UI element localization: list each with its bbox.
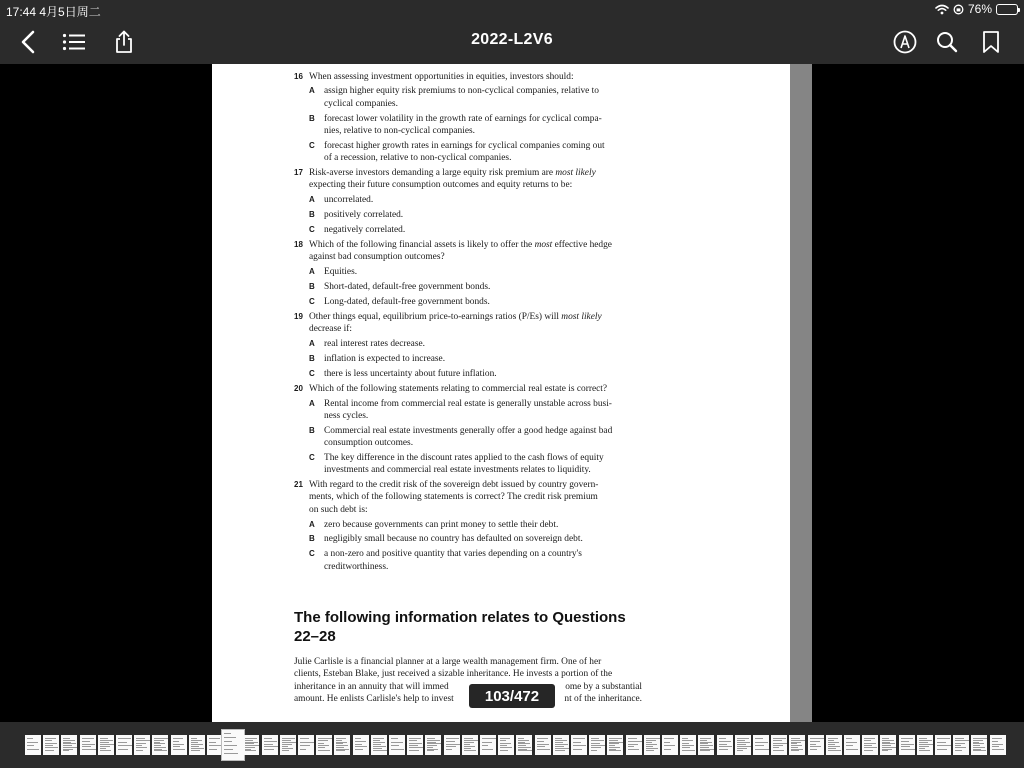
page-thumbnail[interactable] bbox=[808, 735, 824, 755]
question-stem-line: decrease if: bbox=[309, 324, 352, 335]
page-thumbnail[interactable] bbox=[207, 735, 223, 755]
question-16 bbox=[294, 71, 646, 83]
page-thumbnail[interactable] bbox=[134, 735, 150, 755]
page-thumbnail[interactable] bbox=[735, 735, 751, 755]
document-title: 2022-L2V6 bbox=[471, 31, 553, 48]
page-thumbnail[interactable] bbox=[698, 735, 714, 755]
page-indicator: 103/472 bbox=[469, 684, 555, 708]
question-stem-line: against bad consumption outcomes? bbox=[309, 252, 445, 263]
question-stem-line: ments, which of the following statements is correct? The credit risk premium bbox=[309, 492, 598, 503]
page-thumbnail[interactable] bbox=[371, 735, 387, 755]
option-text-line: cyclical companies. bbox=[324, 98, 398, 109]
option-letter: A bbox=[309, 398, 315, 408]
question-stem-line: on such debt is: bbox=[309, 504, 368, 515]
question-number: 18 bbox=[294, 239, 303, 249]
option-letter: A bbox=[309, 195, 315, 205]
page-thumbnail[interactable] bbox=[280, 735, 296, 755]
info-line bbox=[294, 681, 642, 693]
option-text-line: forecast lower volatility in the growth rate of earnings for cyclical compa- bbox=[324, 113, 602, 124]
question-19 bbox=[294, 311, 646, 336]
page-thumbnail[interactable] bbox=[43, 735, 59, 755]
page-thumbnail[interactable] bbox=[680, 735, 696, 755]
questions-block bbox=[294, 68, 646, 573]
section-heading-line: 22–28 bbox=[294, 628, 336, 645]
question-stem-line: Other things equal, equilibrium price-to-earnings ratios (P/Es) will most likely bbox=[309, 311, 602, 322]
option-letter: C bbox=[309, 368, 315, 378]
page-thumbnail[interactable] bbox=[971, 735, 987, 755]
option-letter: A bbox=[309, 338, 315, 348]
answer-option-b bbox=[294, 353, 646, 365]
page-thumbnail[interactable] bbox=[862, 735, 878, 755]
question-17 bbox=[294, 167, 646, 192]
page-thumbnail[interactable] bbox=[316, 735, 332, 755]
info-line-start: amount. He enlists Carlisle's help to invest bbox=[294, 693, 454, 704]
page-thumbnail[interactable] bbox=[535, 735, 551, 755]
question-number: 17 bbox=[294, 168, 303, 178]
page-thumbnail[interactable] bbox=[771, 735, 787, 755]
battery-percent: 76% bbox=[967, 2, 992, 16]
orientation-lock-icon bbox=[953, 4, 964, 15]
left-gutter bbox=[0, 64, 212, 722]
info-line: clients, Esteban Blake, just received a sizable inheritance. He invests a portion of the bbox=[294, 669, 613, 680]
page-thumbnail[interactable] bbox=[516, 735, 532, 755]
option-text-line: ness cycles. bbox=[324, 410, 369, 421]
option-text-line: The key difference in the discount rates applied to the cash flows of equity bbox=[324, 452, 604, 463]
page-thumbnail[interactable] bbox=[152, 735, 168, 755]
page-thumbnail[interactable] bbox=[662, 735, 678, 755]
question-stem-line: Which of the following statements relating to commercial real estate is correct? bbox=[309, 383, 608, 394]
page-thumbnail[interactable] bbox=[407, 735, 423, 755]
option-text-line: negatively correlated. bbox=[324, 225, 406, 236]
option-text-line: positively correlated. bbox=[324, 210, 404, 221]
option-letter: B bbox=[309, 113, 315, 123]
page-thumbnail[interactable] bbox=[644, 735, 660, 755]
bookmark-button[interactable] bbox=[977, 28, 1005, 56]
answer-option-c bbox=[294, 548, 646, 573]
info-line-start: inheritance in an annuity that will immed bbox=[294, 681, 449, 692]
info-line: Julie Carlisle is a financial planner at a large wealth management firm. One of her bbox=[294, 657, 602, 667]
pdf-page[interactable] bbox=[212, 64, 790, 722]
bookmark-icon bbox=[982, 30, 1000, 54]
page-thumbnail[interactable] bbox=[844, 735, 860, 755]
right-gutter bbox=[812, 64, 1024, 722]
page-thumbnail[interactable] bbox=[171, 735, 187, 755]
option-letter: C bbox=[309, 140, 315, 150]
option-letter: B bbox=[309, 281, 315, 291]
answer-option-a bbox=[294, 338, 646, 350]
page-thumbnail[interactable] bbox=[480, 735, 496, 755]
info-line-end: ome by a substantial bbox=[565, 681, 642, 692]
page-thumbnail[interactable] bbox=[607, 735, 623, 755]
page-thumbnail[interactable] bbox=[444, 735, 460, 755]
page-thumbnail[interactable] bbox=[571, 735, 587, 755]
info-paragraph bbox=[294, 656, 642, 705]
option-letter: C bbox=[309, 452, 315, 462]
option-letter: A bbox=[309, 86, 315, 96]
answer-option-a bbox=[294, 194, 646, 206]
page-thumbnail[interactable] bbox=[389, 735, 405, 755]
wifi-icon bbox=[935, 4, 949, 15]
option-text-line: Short-dated, default-free government bonds. bbox=[324, 281, 491, 292]
current-page-thumbnail[interactable] bbox=[222, 730, 244, 760]
battery-icon bbox=[996, 4, 1018, 15]
option-text-line: forecast higher growth rates in earnings for cyclical companies coming out bbox=[324, 140, 605, 151]
answer-option-b bbox=[294, 533, 646, 545]
section-heading-line: The following information relates to Questions bbox=[294, 609, 626, 626]
page-thumbnail[interactable] bbox=[553, 735, 569, 755]
page-thumbnail[interactable] bbox=[61, 735, 77, 755]
option-text-line: zero because governments can print money to settle their debt. bbox=[324, 519, 559, 530]
page-thumbnail[interactable] bbox=[826, 735, 842, 755]
search-button[interactable] bbox=[933, 28, 961, 56]
answer-option-a bbox=[294, 85, 646, 110]
option-letter: B bbox=[309, 210, 315, 220]
page-thumbnail[interactable] bbox=[298, 735, 314, 755]
option-text-line: creditworthiness. bbox=[324, 561, 389, 572]
option-letter: C bbox=[309, 296, 315, 306]
option-text-line: there is less uncertainty about future inflation. bbox=[324, 368, 497, 379]
section-heading bbox=[294, 608, 654, 646]
question-stem-line: expecting their future consumption outcomes and equity returns to be: bbox=[309, 180, 573, 191]
answer-option-c bbox=[294, 224, 646, 236]
option-text-line: nies, relative to non-cyclical companies. bbox=[324, 125, 475, 136]
pen-circle-icon bbox=[893, 30, 917, 54]
option-text-line: assign higher equity risk premiums to non-cyclical companies, relative to bbox=[324, 86, 599, 97]
page-thumbnail[interactable] bbox=[789, 735, 805, 755]
option-text-line: uncorrelated. bbox=[324, 195, 374, 206]
answer-option-c bbox=[294, 452, 646, 477]
info-line-end: nt of the inheritance. bbox=[564, 693, 642, 704]
question-number: 20 bbox=[294, 383, 303, 393]
page-thumbnail[interactable] bbox=[626, 735, 642, 755]
top-toolbar bbox=[0, 0, 1024, 64]
answer-option-c bbox=[294, 368, 646, 380]
annotate-button[interactable] bbox=[891, 28, 919, 56]
page-thumbnail[interactable] bbox=[953, 735, 969, 755]
answer-option-b bbox=[294, 425, 646, 450]
page-thumbnail[interactable] bbox=[262, 735, 278, 755]
option-text-line: real interest rates decrease. bbox=[324, 338, 425, 349]
option-text-line: Equities. bbox=[324, 267, 358, 278]
option-letter: A bbox=[309, 267, 315, 277]
page-thumbnail[interactable] bbox=[935, 735, 951, 755]
page-thumbnail[interactable] bbox=[717, 735, 733, 755]
page-thumbnail[interactable] bbox=[880, 735, 896, 755]
question-stem-line: Which of the following financial assets is likely to offer the most effective hedge bbox=[309, 239, 612, 250]
question-18 bbox=[294, 239, 646, 264]
page-thumbnail[interactable] bbox=[25, 735, 41, 755]
status-indicators bbox=[935, 2, 1018, 16]
option-text-line: of a recession, relative to non-cyclical companies. bbox=[324, 153, 512, 164]
option-letter: A bbox=[309, 519, 315, 529]
answer-option-a bbox=[294, 398, 646, 423]
option-text-line: consumption outcomes. bbox=[324, 438, 414, 448]
option-letter: B bbox=[309, 353, 315, 363]
option-text-line: inflation is expected to increase. bbox=[324, 353, 446, 364]
page-thumbnail[interactable] bbox=[189, 735, 205, 755]
question-20 bbox=[294, 383, 646, 395]
page-thumbnail[interactable] bbox=[425, 735, 441, 755]
status-time-date: 17:44 4月5日周二 bbox=[6, 5, 101, 19]
option-text-line: Rental income from commercial real estate is generally unstable across busi- bbox=[324, 398, 612, 409]
page-thumbnail[interactable] bbox=[917, 735, 933, 755]
info-line bbox=[294, 693, 642, 705]
option-text-line: a non-zero and positive quantity that varies depending on a country's bbox=[324, 549, 582, 560]
page-thumbnail[interactable] bbox=[243, 735, 259, 755]
page-thumbnail[interactable] bbox=[498, 735, 514, 755]
option-text-line: negligibly small because no country has defaulted on sovereign debt. bbox=[324, 534, 583, 545]
page-thumbnail[interactable] bbox=[80, 735, 96, 755]
question-stem-line: With regard to the credit risk of the sovereign debt issued by country govern- bbox=[309, 480, 599, 491]
answer-option-c bbox=[294, 296, 646, 308]
page-thumbnail[interactable] bbox=[353, 735, 369, 755]
option-letter: C bbox=[309, 549, 315, 559]
thumbnail-strip[interactable] bbox=[0, 722, 1024, 768]
option-letter: B bbox=[309, 534, 315, 544]
status-bar bbox=[0, 0, 1024, 18]
answer-option-a bbox=[294, 266, 646, 278]
question-number: 21 bbox=[294, 480, 303, 490]
page-thumbnail[interactable] bbox=[753, 735, 769, 755]
option-letter: C bbox=[309, 225, 315, 235]
question-stem-line: When assessing investment opportunities in equities, investors should: bbox=[309, 71, 574, 82]
answer-option-a bbox=[294, 519, 646, 531]
page-edge bbox=[790, 64, 812, 722]
option-text-line: investments and commercial real estate investments relates to liquidity. bbox=[324, 465, 591, 476]
page-thumbnail[interactable] bbox=[589, 735, 605, 755]
option-letter: B bbox=[309, 425, 315, 435]
page-thumbnail[interactable] bbox=[98, 735, 114, 755]
page-thumbnail[interactable] bbox=[462, 735, 478, 755]
question-number: 16 bbox=[294, 71, 303, 81]
page-thumbnail[interactable] bbox=[899, 735, 915, 755]
answer-option-b bbox=[294, 209, 646, 221]
page-thumbnail[interactable] bbox=[334, 735, 350, 755]
question-21 bbox=[294, 479, 646, 516]
answer-option-c bbox=[294, 140, 646, 165]
question-stem-line: Risk-averse investors demanding a large equity risk premium are most likely bbox=[309, 168, 596, 179]
search-icon bbox=[936, 31, 958, 53]
answer-option-b bbox=[294, 281, 646, 293]
option-text-line: Commercial real estate investments generally offer a good hedge against bad bbox=[324, 425, 613, 436]
page-thumbnail[interactable] bbox=[116, 735, 132, 755]
option-text-line: Long-dated, default-free government bonds. bbox=[324, 296, 490, 307]
answer-option-b bbox=[294, 113, 646, 138]
page-thumbnail[interactable] bbox=[990, 735, 1006, 755]
question-number: 19 bbox=[294, 311, 303, 321]
